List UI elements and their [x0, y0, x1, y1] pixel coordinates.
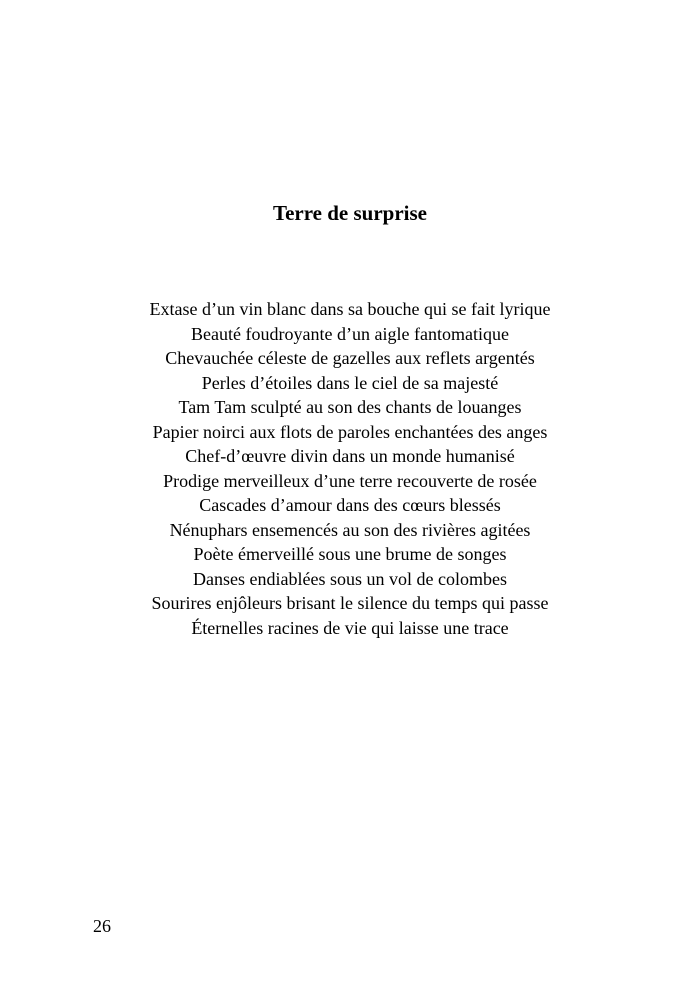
poem-line: Poète émerveillé sous une brume de songes	[193, 544, 507, 564]
poem-line: Papier noirci aux flots de paroles enchantées des anges	[152, 421, 548, 442]
poem-line: Extase d’un vin blanc dans sa bouche qui se fait lyrique	[149, 299, 551, 319]
poem-line: Perles d’étoiles dans le ciel de sa majesté	[201, 372, 499, 393]
poem-body	[0, 297, 700, 640]
poem-line: Beauté foudroyante d’un aigle fantomatique	[191, 323, 509, 344]
poem-line: Éternelles racines de vie qui laisse une trace	[191, 617, 509, 638]
poem-line: Tam Tam sculpté au son des chants de louanges	[178, 397, 522, 417]
poem-line: Sourires enjôleurs brisant le silence du temps qui passe	[151, 593, 549, 613]
poem-title: Terre de surprise	[273, 201, 427, 225]
poem-line: Cascades d’amour dans des cœurs blessés	[199, 495, 501, 515]
poem-line: Nénuphars ensemencés au son des rivières agitées	[169, 519, 531, 540]
poem-line: Chevauchée céleste de gazelles aux reflets argentés	[165, 348, 535, 368]
poem-line: Chef-d’œuvre divin dans un monde humanisé	[185, 446, 515, 466]
poem-line: Danses endiablées sous un vol de colombes	[193, 568, 507, 589]
poem-line: Prodige merveilleux d’une terre recouverte de rosée	[163, 470, 537, 491]
page-number: 26	[93, 916, 111, 936]
